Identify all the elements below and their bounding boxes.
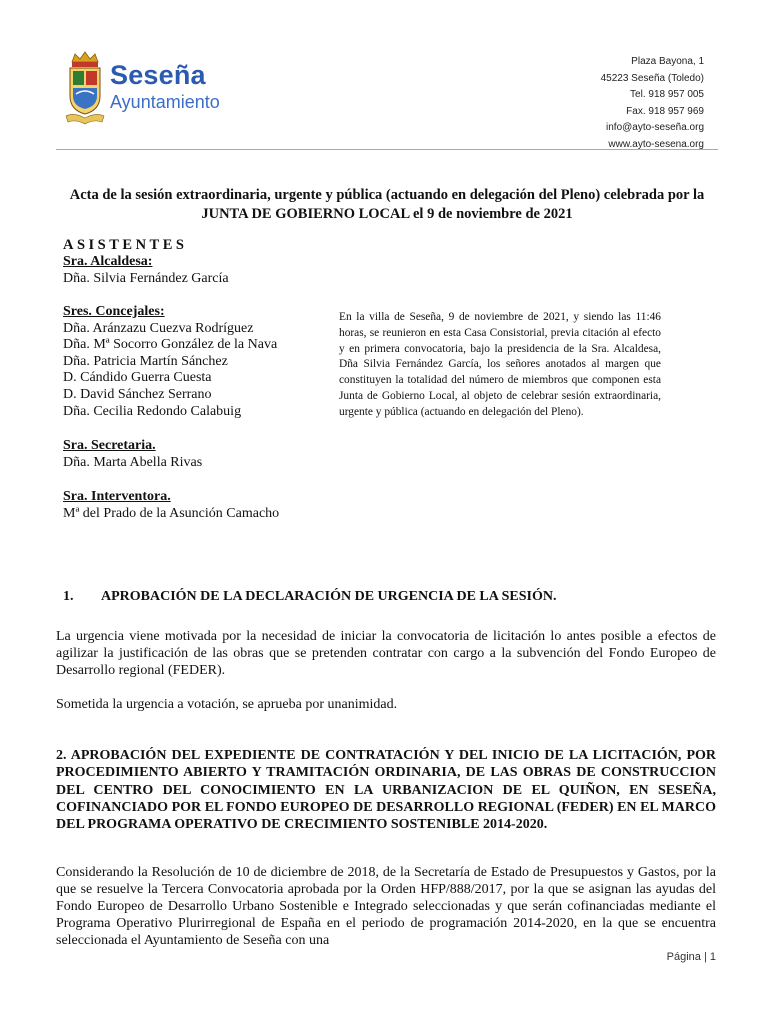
contact-address: Plaza Bayona, 1 [631, 56, 704, 67]
page-number: Página | 1 [666, 951, 716, 963]
section-1-number: 1. [63, 589, 74, 604]
councillors-label: Sres. Concejales: [63, 304, 165, 319]
contact-city: 45223 Seseña (Toledo) [600, 72, 704, 84]
councillor-item: D. Cándido Guerra Cuesta [63, 370, 212, 386]
title-line-1: Acta de la sesión extraordinaria, urgente y pública (actuando en delegación del Pleno) celebrada por la [69, 187, 705, 203]
councillor-item: Dña. Patricia Martín Sánchez [63, 353, 228, 369]
councillor-item: Dña. Mª Socorro González de la Nava [63, 337, 278, 353]
secretary-label: Sra. Secretaria. [63, 438, 156, 453]
councillor-item: Dña. Cecilia Redondo Calabuig [63, 403, 242, 419]
section-2-paragraph: Considerando la Resolución de 10 de diciembre de 2018, de la Secretaría de Estado de Presupuestos y Gastos, por la que se resuelve la Tercera Convocatoria aprobada por la Orden HFP/888/2017, por la que se asignan las ayudas del Fondo Europeo de Desarrollo Urbano Sostenible e Integrado seleccionadas y que serán cofinanciadas mediante el Programa Operativo Plurirregional de España en el periodo de programación 2014-2020, en la que se encuentra seleccionada el Ayuntamiento de Seseña con una [56, 865, 716, 948]
contact-block [601, 54, 704, 154]
document-title [56, 186, 718, 224]
contact-website: www.ayto-sesena.org [608, 138, 704, 150]
section-1-title: APROBACIÓN DE LA DECLARACIÓN DE URGENCIA DE LA SESIÓN. [101, 589, 557, 604]
coat-of-arms-icon [64, 50, 106, 126]
mayor-name: Dña. Silvia Fernández García [63, 270, 229, 286]
mayor-label: Sra. Alcaldesa: [63, 254, 153, 269]
section-1-paragraph: La urgencia viene motivada por la necesidad de iniciar la convocatoria de licitación lo antes posible a efectos de agilizar la justificación de las obras que se pretenden contratar con cargo a la subvención del Fondo Europeo de Desarrollo regional (FEDER). [56, 629, 716, 678]
contact-fax: Fax. 918 957 969 [626, 105, 704, 117]
mayor-block [63, 254, 229, 287]
secretary-name: Dña. Marta Abella Rivas [63, 454, 203, 470]
session-intro: En la villa de Seseña, 9 de noviembre de 2021, y siendo las 11:46 horas, se reunieron en esta Casa Consistorial, previa citación al efecto y en primera convocatoria, bajo la presidencia de la Sra. Alcaldesa, Dña Silvia Fernández García, los señores anotados al margen que constituyen la totalidad del número de miembros que componen esta Junta de Gobierno Local, al objeto de celebrar sesión extraordinaria, urgente y pública (actuando en delegación del Pleno). [339, 311, 661, 418]
ayuntamiento-logo [64, 50, 254, 126]
section-2-heading: 2. APROBACIÓN DEL EXPEDIENTE DE CONTRATACIÓN Y DEL INICIO DE LA LICITACIÓN, POR PROCEDIMIENTO ABIERTO Y TRAMITACIÓN ORDINARIA, DE LAS OBRAS DE CONSTRUCCION DEL CENTRO DEL CONOCIMIENTO EN LA URBANIZACION DE EL QUIÑON, EN SESEÑA, COFINANCIADO POR EL FONDO EUROPEO DE DESARROLLO REGIONAL (FEDER) EN EL MARCO DEL PROGRAMA OPERATIVO DE CRECIMIENTO SOSTENIBLE 2014-2020. [56, 748, 716, 833]
councillor-item: Dña. Aránzazu Cuezva Rodríguez [63, 320, 254, 336]
header-divider [56, 149, 718, 150]
title-line-2: JUNTA DE GOBIERNO LOCAL el 9 de noviembre de 2021 [201, 206, 573, 222]
attendees-heading: ASISTENTES [63, 237, 188, 253]
logo-subtitle: Ayuntamiento [110, 92, 220, 112]
councillors-block [63, 304, 277, 420]
section-1-heading [63, 589, 556, 605]
auditor-label: Sra. Interventora. [63, 489, 171, 504]
contact-email: info@ayto-seseña.org [606, 122, 704, 134]
contact-phone: Tel. 918 957 005 [630, 89, 704, 101]
auditor-name: Mª del Prado de la Asunción Camacho [63, 505, 280, 521]
auditor-block [63, 489, 279, 522]
section-1-result: Sometida la urgencia a votación, se aprueba por unanimidad. [56, 697, 398, 712]
councillor-item: D. David Sánchez Serrano [63, 386, 212, 402]
secretary-block [63, 438, 202, 471]
logo-name: Seseña [110, 60, 206, 90]
